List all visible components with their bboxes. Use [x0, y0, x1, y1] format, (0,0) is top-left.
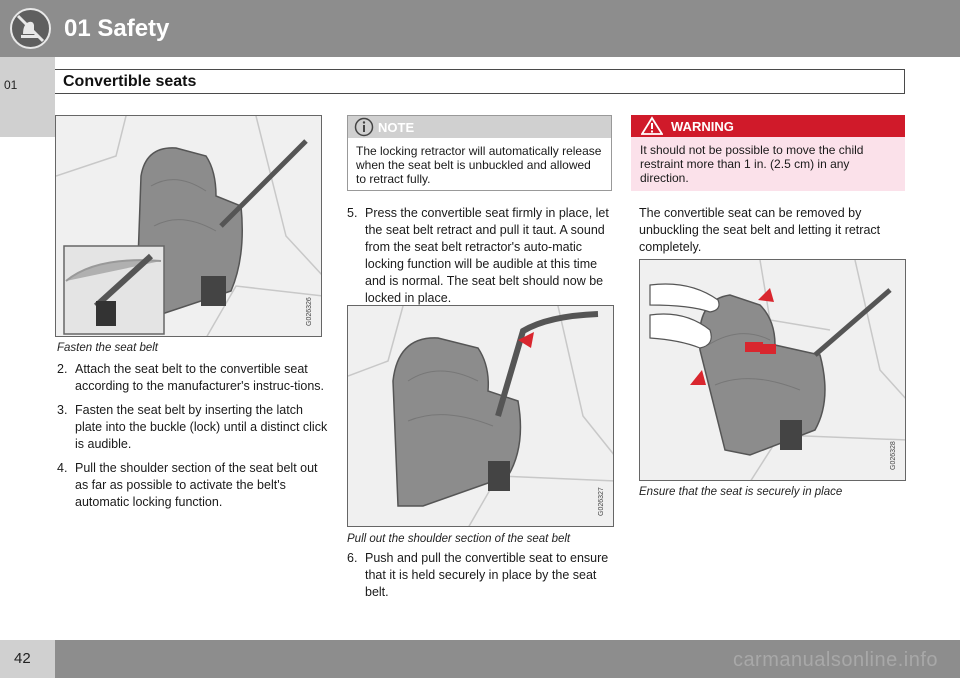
- page-number: 42: [14, 650, 31, 667]
- steps-list-col1: [57, 361, 329, 518]
- page-number-tab: [0, 640, 55, 678]
- step-number: 4.: [57, 461, 68, 475]
- figure-code: G026328: [890, 441, 897, 470]
- step-3: [57, 402, 329, 453]
- step-text: Attach the seat belt to the convertible seat according to the manufacturer's instruc-tions.: [75, 362, 325, 393]
- figure-caption: Fasten the seat belt: [57, 342, 159, 354]
- step-5: [347, 205, 617, 314]
- note-box: [347, 115, 612, 191]
- warning-text: It should not be possible to move the child restraint more than 1 in. (2.5 cm) in any direction.: [640, 143, 864, 185]
- chapter-tab[interactable]: [0, 57, 55, 137]
- warning-header: [631, 115, 905, 137]
- watermark: carmanualsonline.info: [732, 649, 938, 671]
- step-number: 5.: [347, 206, 358, 220]
- chapter-tab-label: 01: [4, 78, 18, 92]
- step-number: 3.: [57, 403, 68, 417]
- note-text: The locking retractor will automatically release when the seat belt is unbuckled and allowed to retract fully.: [356, 144, 602, 186]
- warning-triangle-icon: [641, 116, 663, 136]
- step-text: Push and pull the convertible seat to ensure that it is held securely in place by the seat belt.: [365, 551, 609, 599]
- warning-box: [631, 115, 905, 191]
- chapter-title: 01 Safety: [64, 15, 170, 42]
- figure-code: G026327: [598, 487, 605, 516]
- figure-caption: Ensure that the seat is securely in place: [639, 486, 843, 498]
- step-6: [347, 550, 617, 608]
- figure-secure-seat: [639, 259, 906, 481]
- step-number: 6.: [347, 551, 358, 565]
- step-text: Pull the shoulder section of the seat belt out as far as possible to activate the belt's automatic locking function.: [75, 461, 318, 509]
- step-4: [57, 460, 329, 511]
- step-text: Fasten the seat belt by inserting the latch plate into the buckle (lock) until a distinct click is audible.: [75, 403, 328, 451]
- figure-fasten-belt: [55, 115, 322, 337]
- figure-pull-belt: [347, 305, 614, 527]
- section-header: [55, 69, 905, 94]
- no-child-seat-icon: [10, 8, 51, 49]
- step-number: 2.: [57, 362, 68, 376]
- info-icon: [354, 117, 374, 137]
- figure-caption: Pull out the shoulder section of the seat belt: [347, 533, 571, 545]
- figure-code: G026326: [306, 297, 313, 326]
- step-2: [57, 361, 329, 395]
- step-text: Press the convertible seat firmly in place, let the seat belt retract and pull it taut. A sound from the seat belt retractor's auto-matic locking function will be audible at this time and is normal. The seat belt should now be locked in place.: [365, 206, 609, 305]
- sidebar: [0, 137, 55, 640]
- section-title: Convertible seats: [63, 73, 197, 90]
- page-header: [0, 0, 960, 57]
- note-header: [348, 116, 611, 138]
- warning-label: WARNING: [671, 119, 734, 134]
- removal-paragraph: The convertible seat can be removed by unbuckling the seat belt and letting it retract completely.: [639, 206, 881, 254]
- note-label: NOTE: [378, 120, 415, 135]
- page-footer: [0, 640, 960, 678]
